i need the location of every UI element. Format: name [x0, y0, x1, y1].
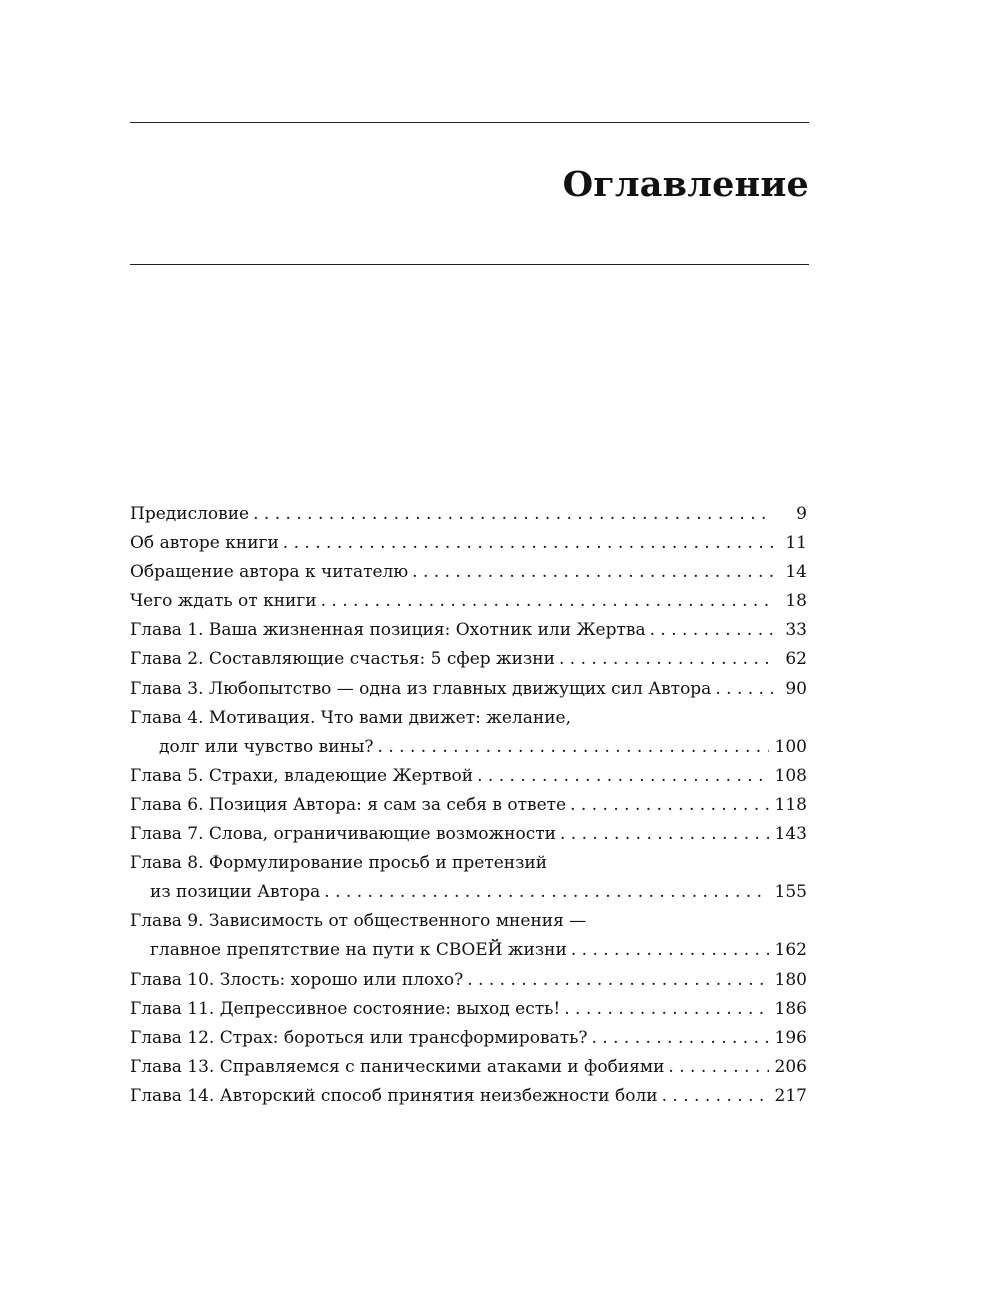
toc-entry-page: 33 — [785, 620, 807, 641]
toc-entry-title: из позиции Автора — [150, 882, 321, 903]
toc-entry-page: 14 — [785, 562, 807, 583]
dot-leader — [662, 1082, 769, 1111]
toc-entry-chapter-4-line-2[interactable] — [130, 733, 807, 762]
toc-entry-title: Глава 13. Справляемся с паническими атаками и фобиями — [130, 1056, 665, 1077]
toc-entry-title: Предисловие — [130, 504, 250, 524]
bottom-rule — [130, 264, 809, 265]
toc-entry-page: 217 — [774, 1085, 807, 1106]
dot-leader — [378, 733, 769, 762]
toc-entry-chapter-9-line-1[interactable] — [130, 907, 807, 936]
dot-leader — [715, 675, 773, 704]
toc-entry-page: 162 — [774, 940, 807, 961]
toc-entry-title: Глава 7. Слова, ограничивающие возможности — [130, 824, 556, 845]
toc-entry-title: Чего ждать от книги — [130, 591, 317, 612]
toc-entry-page: 155 — [774, 882, 807, 903]
toc-entry-page: 11 — [785, 533, 807, 554]
toc-entry-title: главное препятствие на пути к СВОЕЙ жизни — [150, 940, 567, 961]
dot-leader — [283, 529, 773, 558]
toc-entry-page: 196 — [774, 1027, 807, 1048]
toc-entry-about-author[interactable] — [130, 529, 807, 558]
toc-entry-chapter-4-line-1[interactable] — [130, 704, 807, 733]
dot-leader — [324, 878, 768, 907]
toc-entry-page: 118 — [774, 794, 807, 815]
toc-entry-title: Глава 10. Злость: хорошо или плохо? — [130, 969, 464, 990]
toc-entry-chapter-12[interactable] — [130, 1024, 807, 1053]
toc-entry-title: долг или чувство вины? — [159, 736, 374, 757]
dot-leader — [592, 1024, 769, 1053]
toc-entry-title: Глава 14. Авторский способ принятия неизбежности боли — [130, 1085, 658, 1106]
dot-leader — [668, 1053, 768, 1082]
dot-leader — [321, 587, 773, 616]
toc-entry-title: Обращение автора к читателю — [130, 562, 409, 583]
toc-entry-chapter-2[interactable] — [130, 645, 807, 674]
toc-entry-page: 9 — [796, 504, 807, 524]
toc-entry-page: 18 — [785, 591, 807, 612]
toc-entry-chapter-9-line-2[interactable] — [130, 936, 807, 965]
toc-entry-chapter-8-line-1[interactable] — [130, 849, 807, 878]
toc-entry-page: 143 — [774, 824, 807, 845]
toc-entry-page: 186 — [774, 998, 807, 1019]
toc-entry-title: Глава 1. Ваша жизненная позиция: Охотник или Жертва — [130, 620, 646, 641]
toc-entry-chapter-7[interactable] — [130, 820, 807, 849]
toc-entry-title: Глава 8. Формулирование просьб и претензий — [130, 853, 548, 874]
dot-leader — [564, 995, 768, 1024]
toc-entry-page: 100 — [774, 736, 807, 757]
toc-entry-chapter-14[interactable] — [130, 1082, 807, 1111]
toc-entry-page: 108 — [774, 765, 807, 786]
dot-leader — [467, 966, 768, 995]
toc-entry-chapter-13[interactable] — [130, 1053, 807, 1082]
dot-leader — [560, 820, 769, 849]
toc-entry-title: Глава 9. Зависимость от общественного мнения — — [130, 911, 587, 932]
top-rule — [130, 122, 809, 123]
dot-leader — [412, 558, 773, 587]
dot-leader — [559, 645, 773, 674]
toc-entry-title: Глава 11. Депрессивное состояние: выход есть! — [130, 998, 561, 1019]
table-of-contents — [130, 500, 807, 1111]
toc-entry-title: Глава 3. Любопытство — одна из главных движущих сил Автора — [130, 678, 712, 699]
toc-entry-chapter-10[interactable] — [130, 966, 807, 995]
toc-entry-chapter-3[interactable] — [130, 675, 807, 704]
toc-entry-page: 180 — [774, 969, 807, 990]
toc-entry-chapter-11[interactable] — [130, 995, 807, 1024]
page-title: Оглавление — [562, 164, 809, 205]
toc-entry-title: Глава 4. Мотивация. Что вами движет: желание, — [130, 707, 572, 728]
toc-entry-chapter-8-line-2[interactable] — [130, 878, 807, 907]
toc-entry-what-to-expect[interactable] — [130, 587, 807, 616]
dot-leader — [477, 762, 768, 791]
toc-entry-title: Глава 5. Страхи, владеющие Жертвой — [130, 765, 474, 786]
toc-entry-page: 90 — [785, 678, 807, 699]
dot-leader — [571, 936, 769, 965]
toc-entry-chapter-1[interactable] — [130, 616, 807, 645]
toc-entry-title: Об авторе книги — [130, 533, 279, 554]
toc-entry-title: Глава 2. Составляющие счастья: 5 сфер жизни — [130, 649, 555, 670]
toc-entry-preface[interactable] — [130, 500, 807, 529]
toc-entry-title: Глава 12. Страх: бороться или трансформировать? — [130, 1027, 588, 1048]
toc-entry-chapter-6[interactable] — [130, 791, 807, 820]
toc-entry-address-to-reader[interactable] — [130, 558, 807, 587]
dot-leader — [253, 500, 773, 529]
dot-leader — [650, 616, 773, 645]
toc-entry-chapter-5[interactable] — [130, 762, 807, 791]
toc-entry-page: 206 — [774, 1056, 807, 1077]
toc-entry-title: Глава 6. Позиция Автора: я сам за себя в ответе — [130, 794, 567, 815]
dot-leader — [570, 791, 768, 820]
toc-entry-page: 62 — [785, 649, 807, 670]
